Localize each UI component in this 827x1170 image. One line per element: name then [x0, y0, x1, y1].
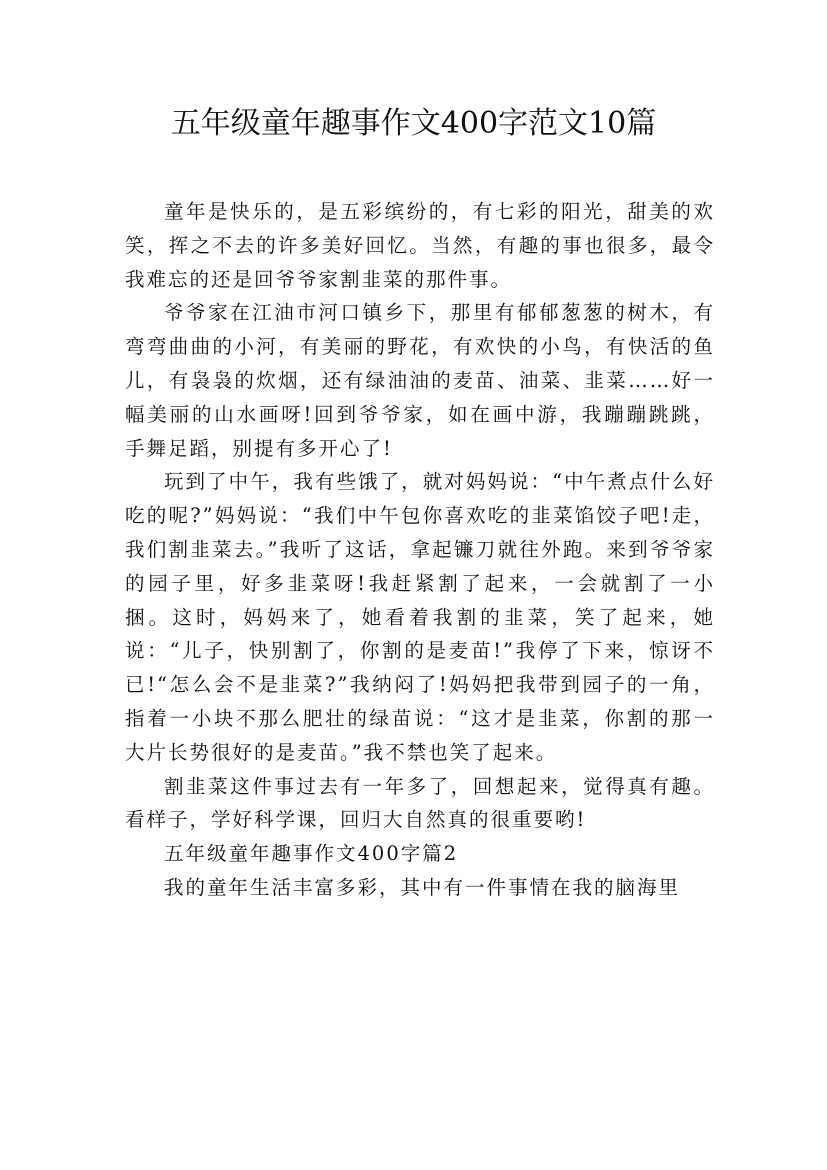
document-title: 五年级童年趣事作文400字范文10篇 — [170, 106, 657, 141]
paragraph-2: 爷爷家在江油市河口镇乡下，那里有郁郁葱葱的树木，有弯弯曲曲的小河，有美丽的野花，有欢快的小鸟，有快活的鱼儿，有袅袅的炊烟，还有绿油油的麦苗、油菜、韭菜……好一幅美丽的山水画呀!回到爷爷家，如在画中游，我蹦蹦跳跳，手舞足蹈，别提有多开心了! — [125, 301, 715, 460]
paragraph-5: 我的童年生活丰富多彩，其中有一件事情在我的脑海里 — [164, 875, 681, 899]
paragraph-3: 玩到了中午，我有些饿了，就对妈妈说：“中午煮点什么好吃的呢?”妈妈说：“我们中午包你喜欢吃的韭菜馅饺子吧!走，我们割韭菜去。”我听了这话，拿起镰刀就往外跑。来到爷爷家的园子里，好多韭菜呀!我赶紧割了起来，一会就割了一小捆。这时，妈妈来了，她看着我割的韭菜，笑了起来，她说：“儿子，快别割了，你割的是麦苗!”我停了下来，惊讶不已!“怎么会不是韭菜?”我纳闷了!妈妈把我带到园子的一角，指着一小块不那么肥壮的绿苗说：“这才是韭菜，你割的那一大片长势很好的是麦苗。”我不禁也笑了起来。 — [125, 470, 715, 764]
document-body — [125, 195, 715, 905]
paragraph-1: 童年是快乐的，是五彩缤纷的，有七彩的阳光，甜美的欢笑，挥之不去的许多美好回忆。当然，有趣的事也很多，最令我难忘的还是回爷爷家割韭菜的那件事。 — [125, 200, 715, 291]
paragraph-4: 割韭菜这件事过去有一年多了，回想起来，觉得真有趣。看样子，学好科学课，回归大自然真的很重要哟! — [125, 774, 715, 832]
section-heading-2: 五年级童年趣事作文400字篇2 — [164, 842, 459, 866]
